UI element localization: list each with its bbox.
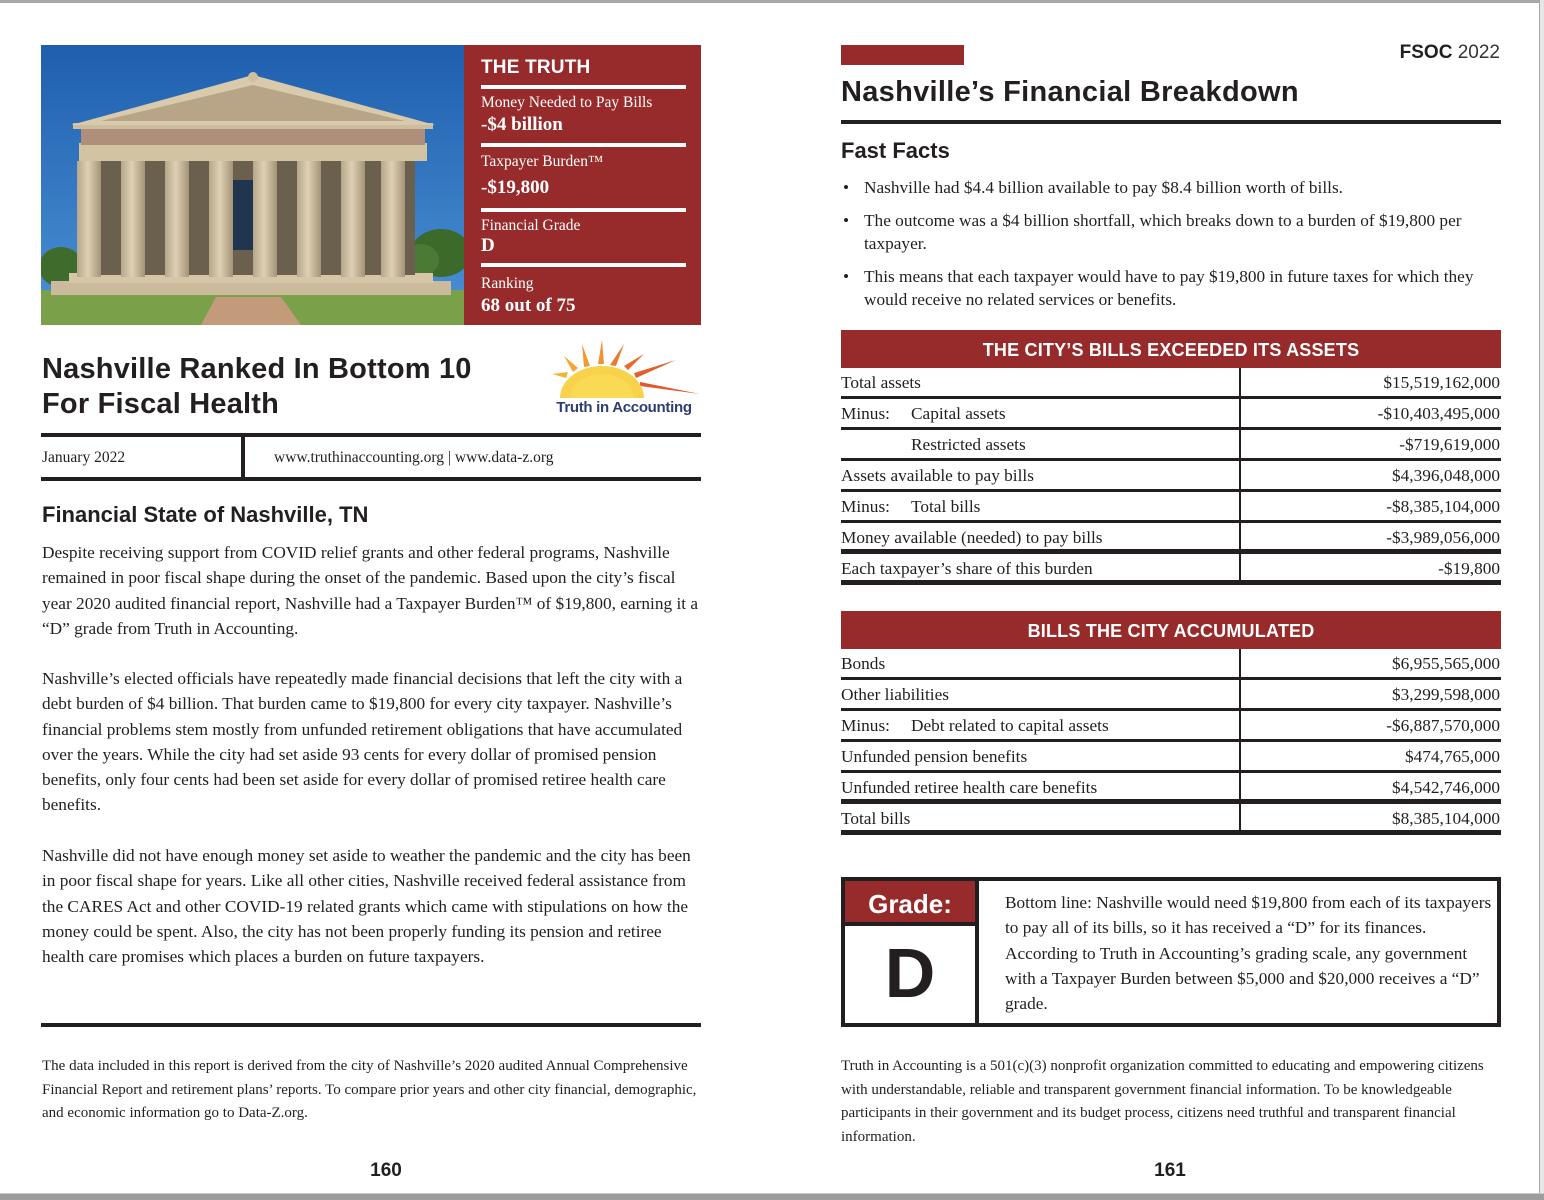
grade-explanation: Bottom line: Nashville would need $19,800 from each of its taxpayers to pay all of its bills, so it has received a “D” for its finances. According to Truth in Accounting’s grading scale, any government with a Taxpayer Burden between $5,000 and $20,000 receives a “D” grade. — [1005, 893, 1492, 1014]
row-value: $4,542,746,000 — [1391, 778, 1500, 797]
fast-facts-list — [841, 176, 1501, 321]
page-number: 160 — [370, 1160, 402, 1181]
fast-facts-title: Fast Facts — [841, 138, 950, 163]
table-row — [841, 711, 1501, 742]
table-title: THE CITY’S BILLS EXCEEDED ITS ASSETS — [841, 330, 1501, 368]
parthenon-illustration — [41, 45, 464, 325]
truth-item-financial-grade — [481, 212, 685, 263]
row-value: $3,299,598,000 — [1391, 685, 1500, 704]
row-label — [841, 368, 921, 398]
table-title: BILLS THE CITY ACCUMULATED — [841, 611, 1501, 649]
assets-table — [841, 330, 1501, 585]
column-divider — [1239, 711, 1241, 739]
divider — [841, 120, 1501, 124]
accent-bar — [841, 45, 964, 65]
column-divider — [1239, 554, 1241, 580]
row-label-text: Other liabilities — [841, 685, 949, 704]
dateline-bar — [41, 433, 701, 481]
fast-fact-item — [841, 176, 1501, 200]
row-label-text: Restricted assets — [911, 435, 1026, 454]
grade-label: Grade: — [845, 881, 975, 926]
row-label-text: Debt related to capital assets — [911, 716, 1109, 735]
row-value: -$8,385,104,000 — [1386, 497, 1500, 516]
column-divider — [1239, 742, 1241, 770]
column-divider — [1239, 523, 1241, 549]
breakdown-title: Nashville’s Financial Breakdown — [841, 76, 1299, 108]
row-value: -$10,403,495,000 — [1377, 404, 1500, 423]
row-label — [841, 649, 885, 679]
row-label — [841, 680, 949, 710]
row-label — [841, 461, 1034, 491]
column-divider — [1239, 368, 1241, 396]
truth-label: Ranking — [481, 275, 534, 292]
viewer-frame-right — [1539, 0, 1544, 1200]
truth-item-money-needed — [481, 89, 685, 143]
row-label — [841, 554, 1093, 584]
column-divider — [1239, 649, 1241, 677]
grade-box — [841, 877, 1501, 1027]
grade-badge — [845, 881, 979, 1023]
row-prefix: Minus: — [841, 497, 890, 516]
row-value: $4,396,048,000 — [1391, 466, 1500, 485]
body-paragraph: Nashville did not have enough money set aside to weather the pandemic and the city has been in poor fiscal shape for years. Like all other cities, Nashville received federal assistance from the CARES Act and other COVID-19 related grants which came with stipulations on how the money could be spent. Also, the city has not been properly funding its pension and retiree health care promises which places a burden on future taxpayers. — [42, 846, 691, 967]
row-label — [841, 399, 1006, 429]
row-label-text: Capital assets — [911, 404, 1006, 423]
viewer-frame-bottom — [0, 1193, 1544, 1200]
column-divider — [1239, 399, 1241, 427]
row-label — [841, 742, 1027, 772]
table-row — [841, 492, 1501, 523]
source-footnote: The data included in this report is derived from the city of Nashville’s 2020 audited Annual Comprehensive Financial Report and retirement plans’ reports. To compare prior years and other city financial, demographic, and economic information go to Data-Z.org. — [42, 1058, 697, 1121]
truth-item-ranking — [481, 267, 685, 324]
bullet-icon: • — [843, 210, 850, 230]
website-links[interactable]: www.truthinaccounting.org | www.data-z.org — [274, 449, 554, 466]
table-row — [841, 773, 1501, 804]
table-row — [841, 742, 1501, 773]
column-divider — [1239, 804, 1241, 830]
table-row — [841, 399, 1501, 430]
row-prefix: Minus: — [841, 404, 890, 423]
truth-label: Money Needed to Pay Bills — [481, 94, 653, 111]
row-label — [841, 430, 1026, 460]
column-divider — [1239, 773, 1241, 799]
table-row — [841, 680, 1501, 711]
row-label-text: Each taxpayer’s share of this burden — [841, 559, 1093, 578]
table-row — [841, 523, 1501, 554]
row-label-text: Bonds — [841, 654, 886, 673]
report-brand: FSOC — [1399, 42, 1453, 63]
column-divider — [1239, 430, 1241, 458]
table-row — [841, 368, 1501, 399]
table-row — [841, 461, 1501, 492]
row-value: -$3,989,056,000 — [1386, 528, 1500, 547]
divider — [41, 1023, 701, 1027]
table-row — [841, 649, 1501, 680]
row-label — [841, 492, 980, 522]
row-value: $474,765,000 — [1404, 747, 1500, 766]
row-label-text: Unfunded pension benefits — [841, 747, 1028, 766]
bills-table — [841, 611, 1501, 835]
page-title — [42, 352, 522, 422]
table-row — [841, 804, 1501, 835]
sun-icon — [540, 338, 705, 400]
organization-footnote: Truth in Accounting is a 501(c)(3) nonprofit organization committed to educating and empowering citizens with understandable, reliable and transparent government financial information. To be knowledgeable participants in their government and its budget process, citizens need truthful and transparent financial information. — [841, 1058, 1484, 1145]
grade-letter: D — [884, 934, 936, 1012]
page-title-line-1: Nashville Ranked In Bottom 10 — [42, 353, 472, 385]
row-value: -$719,619,000 — [1399, 435, 1500, 454]
the-truth-box — [464, 45, 701, 325]
truth-value: 68 out of 75 — [481, 295, 576, 316]
truth-value: -$19,800 — [481, 177, 550, 198]
logo-text: Truth in Accounting — [556, 399, 692, 416]
row-label-text: Total assets — [841, 373, 921, 392]
section-title: Financial State of Nashville, TN — [42, 502, 369, 527]
table-row — [841, 554, 1501, 585]
row-label-text: Total bills — [911, 497, 981, 516]
fast-fact-text: Nashville had $4.4 billion available to pay $8.4 billion worth of bills. — [864, 178, 1344, 197]
truth-value: -$4 billion — [481, 114, 563, 135]
row-value: -$19,800 — [1438, 559, 1500, 578]
publication-date: January 2022 — [42, 449, 126, 466]
page-title-line-2: For Fiscal Health — [42, 388, 280, 420]
row-prefix: Minus: — [841, 716, 890, 735]
truth-value: D — [481, 235, 495, 256]
column-divider — [1239, 461, 1241, 489]
row-label — [841, 711, 1109, 741]
report-header — [1360, 42, 1500, 64]
table-row — [841, 430, 1501, 461]
divider — [241, 437, 245, 477]
row-value: $15,519,162,000 — [1383, 373, 1500, 392]
row-label-text: Assets available to pay bills — [841, 466, 1034, 485]
report-year: 2022 — [1457, 42, 1500, 63]
fast-fact-item — [841, 209, 1501, 256]
fast-fact-text: The outcome was a $4 billion shortfall, which breaks down to a burden of $19,800 per taxpayer. — [864, 210, 1462, 253]
truth-label: Taxpayer Burden™ — [481, 153, 604, 170]
row-label — [841, 523, 1103, 553]
parthenon-photo — [41, 45, 464, 325]
row-label — [841, 804, 910, 834]
fast-fact-item — [841, 265, 1501, 312]
row-label-text: Money available (needed) to pay bills — [841, 528, 1103, 547]
truth-item-taxpayer-burden — [481, 147, 685, 208]
body-paragraph: Nashville’s elected officials have repeatedly made financial decisions that left the city with a debt burden of $4 billion. That burden came to $19,800 for every city taxpayer. Nashville’s financial problems stem mostly from unfunded retirement obligations that have accumulated over the years. While the city had set aside 93 cents for every dollar of promised pension benefits, only four cents had been set aside for every dollar of promised retiree health care benefits. — [42, 669, 683, 815]
truth-in-accounting-logo — [540, 338, 705, 422]
bullet-icon: • — [843, 266, 850, 286]
body-paragraph: Despite receiving support from COVID relief grants and other federal programs, Nashville remained in poor fiscal shape during the onset of the pandemic. Based upon the city’s fiscal year 2020 audited financial report, Nashville had a Taxpayer Burden™ of $19,800, earning it a “D” grade from Truth in Accounting. — [42, 543, 699, 638]
column-divider — [1239, 680, 1241, 708]
row-value: -$6,887,570,000 — [1386, 716, 1500, 735]
row-label-text: Unfunded retiree health care benefits — [841, 778, 1098, 797]
truth-label: Financial Grade — [481, 217, 581, 234]
row-value: $6,955,565,000 — [1391, 654, 1500, 673]
bullet-icon: • — [843, 178, 850, 197]
fast-fact-text: This means that each taxpayer would have to pay $19,800 in future taxes for which they would receive no related services or benefits. — [864, 266, 1474, 309]
viewer-frame-top — [0, 0, 1544, 3]
column-divider — [1239, 492, 1241, 520]
row-label-text: Total bills — [841, 809, 911, 828]
page-number: 161 — [1154, 1160, 1186, 1181]
row-value: $8,385,104,000 — [1391, 809, 1500, 828]
truth-box-title: THE TRUTH — [481, 57, 591, 78]
row-label — [841, 773, 1097, 803]
